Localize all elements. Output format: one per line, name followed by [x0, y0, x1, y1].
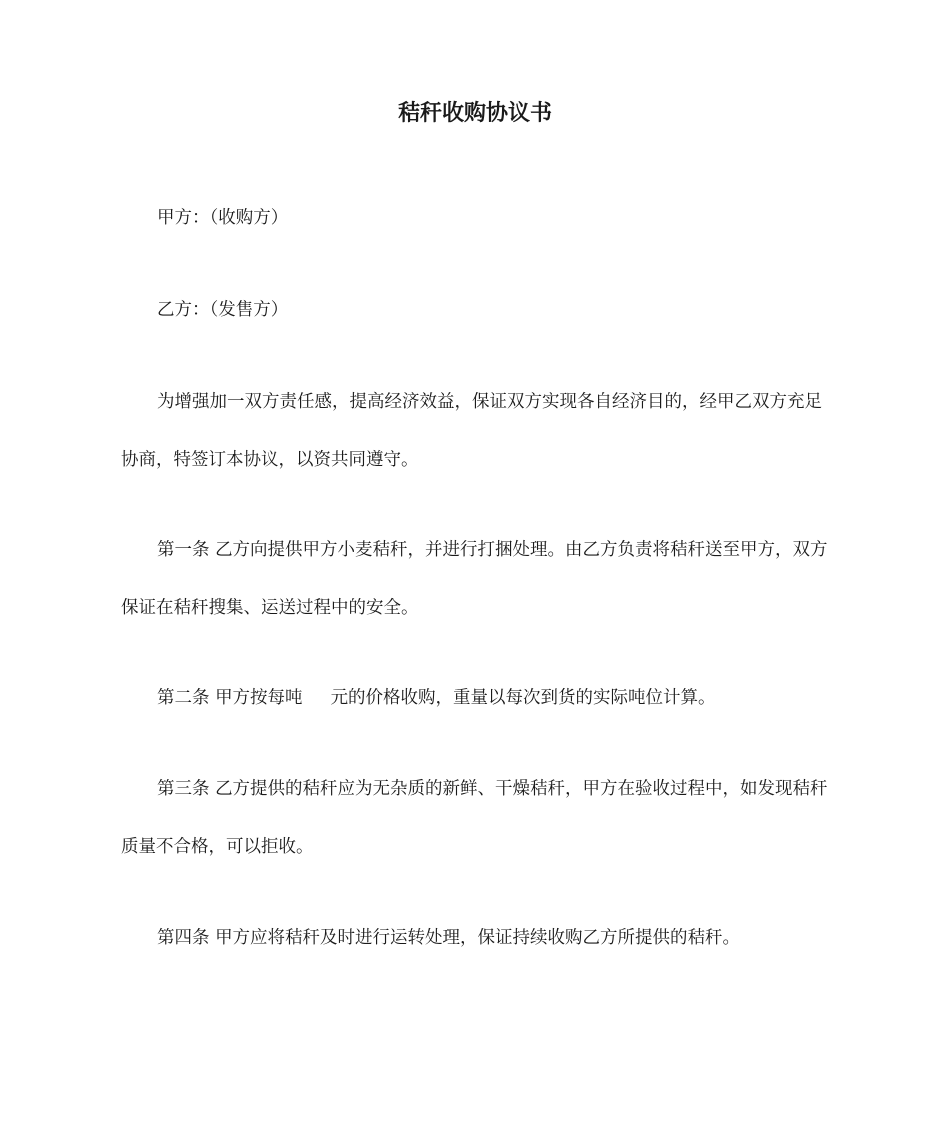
article-2-text-after-blank: 元的价格收购，重量以每次到货的实际吨位计算。 [330, 688, 716, 708]
document-title: 秸秆收购协议书 [397, 101, 552, 126]
article-2-paragraph [121, 669, 836, 727]
article-4-paragraph: 第四条 甲方应将秸秆及时进行运转处理，保证持续收购乙方所提供的秸秆。 [157, 928, 741, 948]
intro-paragraph: 为增强加一双方责任感，提高经济效益，保证双方实现各自经济目的，经甲乙双方充足协商，特签订本协议，以资共同遵守。 [121, 392, 822, 470]
article-2-text-before-blank: 第二条 甲方按每吨 [157, 688, 303, 708]
article-1-paragraph: 第一条 乙方向提供甲方小麦秸秆，并进行打捆处理。由乙方负责将秸秆送至甲方，双方保证在秸秆搜集、运送过程中的安全。 [121, 540, 828, 618]
party-a-line: 甲方：（收购方） [157, 208, 289, 228]
party-b-line: 乙方：（发售方） [157, 300, 289, 320]
article-3-paragraph: 第三条 乙方提供的秸秆应为无杂质的新鲜、干燥秸秆，甲方在验收过程中，如发现秸秆质量不合格，可以拒收。 [121, 779, 828, 857]
